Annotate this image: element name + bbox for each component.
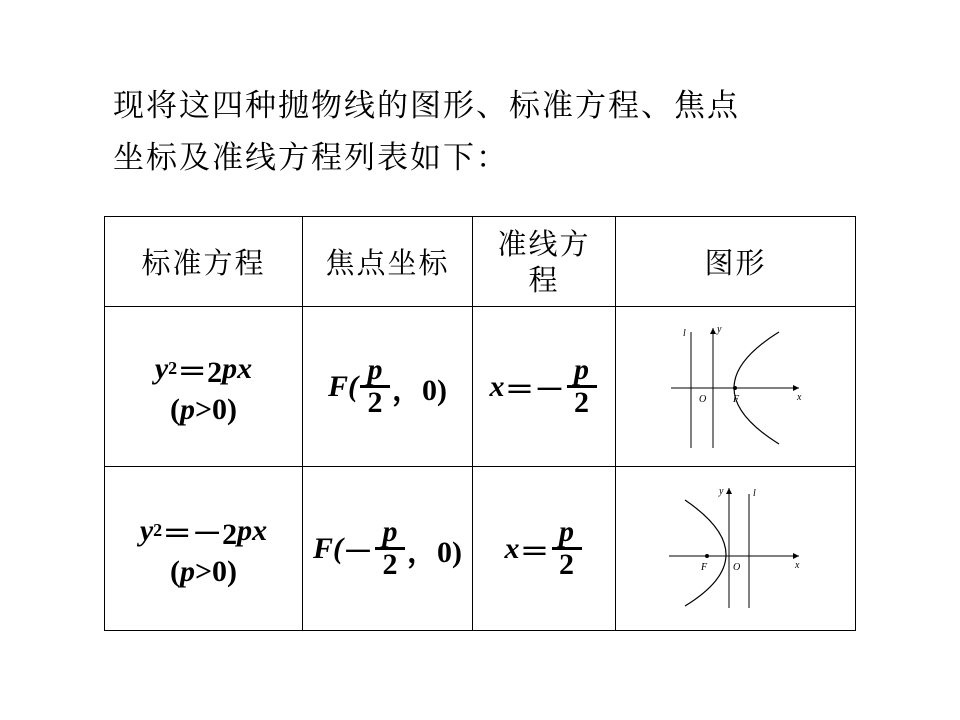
row2-equation-main: [140, 509, 267, 553]
label-o: O: [732, 561, 740, 573]
table-row: [105, 307, 856, 467]
label-o: O: [698, 393, 706, 405]
row2-eq-sup: 2: [153, 520, 163, 540]
row1-eq-rhs-var: px: [222, 351, 253, 385]
row2-focus-num: p: [382, 515, 398, 548]
intro-line-1: 现将这四种抛物线的图形、标准方程、焦点: [113, 88, 740, 124]
row1-dir-frac: [567, 355, 597, 418]
row1-focus-frac: [360, 355, 390, 418]
row2-cond-rest: >0): [194, 554, 238, 588]
table-row: [105, 467, 856, 631]
row1-focus-expr: [328, 355, 447, 418]
intro-text: [113, 80, 853, 184]
row1-condition: [105, 393, 302, 427]
row1-eq-var: y: [154, 351, 169, 385]
row1-dir-lhs: x: [489, 369, 505, 403]
row2-focus-suffix: ，0): [407, 535, 462, 569]
table-header-row: [105, 217, 856, 307]
row2-graph: [616, 467, 856, 631]
parabola-curve: [685, 500, 726, 606]
label-y: y: [718, 485, 723, 497]
row1-directrix: [473, 307, 616, 467]
x-axis-arrow: [793, 385, 799, 391]
row1-focus: [303, 307, 473, 467]
row2-cond-var: p: [179, 554, 195, 588]
row1-equation: [105, 307, 303, 467]
row1-equation-main: [155, 347, 252, 391]
row2-eq-var: y: [139, 513, 154, 547]
label-l: l: [682, 327, 686, 339]
label-x: x: [794, 559, 799, 571]
label-f: F: [700, 561, 707, 573]
x-axis-arrow: [793, 553, 799, 559]
row2-dir-eq: ＝: [519, 535, 550, 569]
row1-dir-eq: ＝－: [504, 373, 565, 407]
header-graph: 图形: [616, 217, 856, 307]
label-y: y: [716, 323, 721, 335]
focus-point: [733, 386, 737, 390]
row2-dir-frac: [552, 517, 582, 580]
row1-eq-rhs: ＝2: [177, 355, 223, 389]
row2-dir-lhs: x: [504, 531, 520, 565]
row1-focus-num: p: [367, 353, 383, 386]
parabola-right-graph: [661, 320, 811, 450]
row2-focus-prefix: F(: [313, 531, 343, 565]
row2-condition: [105, 555, 302, 589]
row2-focus-den: 2: [382, 548, 398, 581]
row2-focus: [303, 467, 473, 631]
row2-eq-rhs: ＝－2: [162, 517, 238, 551]
row2-focus-sign: －: [343, 535, 373, 569]
label-l: l: [752, 487, 756, 499]
header-directrix: 准线方程: [497, 226, 591, 297]
row1-graph: [616, 307, 856, 467]
header-focus: 焦点坐标: [303, 217, 473, 307]
row1-eq-sup: 2: [168, 358, 178, 378]
row1-focus-prefix: F(: [328, 369, 358, 403]
header-equation: 标准方程: [105, 217, 303, 307]
label-f: F: [732, 393, 739, 405]
row1-cond-rest: >0): [194, 392, 238, 426]
row1-focus-den: 2: [367, 386, 383, 419]
row1-dir-num: p: [574, 353, 589, 386]
row2-dir-num: p: [559, 515, 574, 548]
row1-focus-suffix: ，0): [392, 373, 447, 407]
row2-dir-expr: [505, 517, 584, 580]
focus-point: [705, 554, 709, 558]
row2-focus-frac: [375, 517, 405, 580]
y-axis-arrow: [710, 328, 716, 334]
parabola-table: [104, 216, 856, 631]
row1-dir-den: 2: [574, 386, 589, 419]
y-axis-arrow: [726, 488, 732, 494]
row2-directrix: [473, 467, 616, 631]
row2-equation: [105, 467, 303, 631]
parabola-left-graph: [661, 482, 811, 612]
row2-eq-rhs-var: px: [237, 513, 268, 547]
row1-cond-open: (: [169, 392, 180, 426]
row1-cond-var: p: [179, 392, 195, 426]
header-directrix-cell: [473, 217, 616, 307]
row2-cond-open: (: [169, 554, 180, 588]
label-x: x: [796, 391, 801, 403]
row2-focus-expr: [313, 517, 462, 580]
row2-dir-den: 2: [559, 548, 574, 581]
intro-line-2: 坐标及准线方程列表如下：: [113, 140, 509, 176]
row1-dir-expr: [490, 355, 599, 418]
